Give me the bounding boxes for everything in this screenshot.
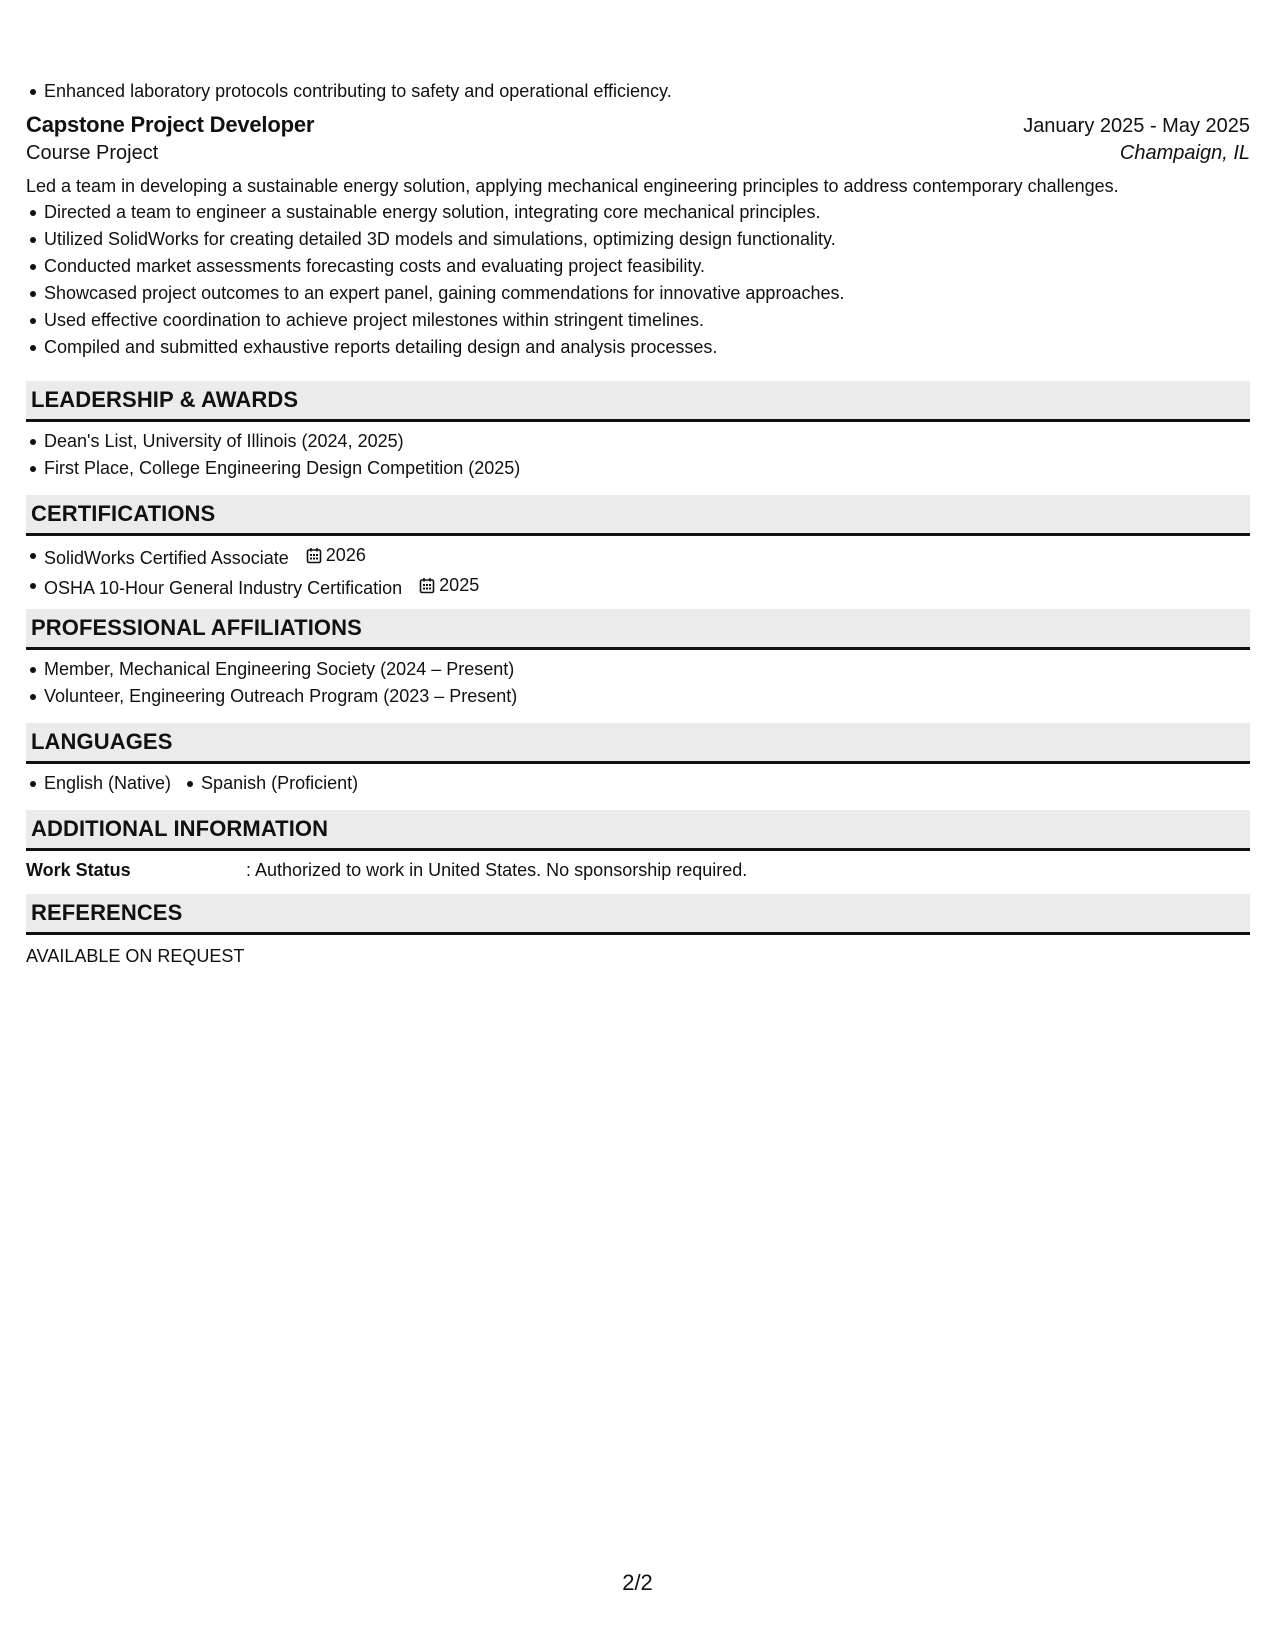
- page-number: 2/2: [622, 1570, 653, 1595]
- list-item: First Place, College Engineering Design Competition (2025): [44, 455, 1250, 482]
- job-entry: [26, 112, 1250, 361]
- certification-name: SolidWorks Certified Associate: [44, 548, 289, 568]
- list-item: [44, 572, 1250, 602]
- calendar-icon: [419, 577, 435, 594]
- list-item: Enhanced laboratory protocols contributing to safety and operational efficiency.: [44, 78, 672, 105]
- certification-name: OSHA 10-Hour General Industry Certification: [44, 578, 403, 598]
- work-status-row: [26, 857, 1250, 883]
- section-heading: PROFESSIONAL AFFILIATIONS: [26, 609, 1250, 650]
- certifications-list: [26, 542, 1250, 602]
- list-item: Dean's List, University of Illinois (2024, 2025): [44, 428, 1250, 455]
- certification-date: [306, 542, 366, 569]
- affiliations-list: [26, 656, 1250, 710]
- section-leadership: [26, 381, 1250, 482]
- section-references: [26, 894, 1250, 969]
- list-item: Directed a team to engineer a sustainable energy solution, integrating core mechanical principles.: [44, 199, 1250, 226]
- job-bullets: [26, 199, 1250, 361]
- calendar-icon: [306, 547, 322, 564]
- section-heading: REFERENCES: [26, 894, 1250, 935]
- section-heading: CERTIFICATIONS: [26, 495, 1250, 536]
- section-heading: LEADERSHIP & AWARDS: [26, 381, 1250, 422]
- section-heading: LANGUAGES: [26, 723, 1250, 764]
- languages-list: [26, 770, 1250, 797]
- job-location: Champaign, IL: [1119, 142, 1250, 164]
- section-heading: ADDITIONAL INFORMATION: [26, 810, 1250, 851]
- job-description: Led a team in developing a sustainable energy solution, applying mechanical engineering principles to address contemporary challenges.: [26, 176, 1119, 196]
- list-item: Conducted market assessments forecasting costs and evaluating project feasibility.: [44, 253, 1250, 280]
- list-item: Utilized SolidWorks for creating detailed 3D models and simulations, optimizing design functionality.: [44, 226, 1250, 253]
- section-languages: [26, 723, 1250, 797]
- section-affiliations: [26, 609, 1250, 710]
- references-text: AVAILABLE ON REQUEST: [26, 946, 245, 966]
- section-certifications: [26, 495, 1250, 602]
- list-item: Member, Mechanical Engineering Society (2024 – Present): [44, 656, 1250, 683]
- list-item: English (Native): [44, 770, 171, 797]
- list-item: Volunteer, Engineering Outreach Program (2023 – Present): [44, 683, 1250, 710]
- work-status-value: : Authorized to work in United States. No sponsorship required.: [246, 860, 748, 880]
- previous-job-bullets: [26, 78, 672, 105]
- certification-year: 2026: [325, 545, 366, 565]
- certification-date: [419, 572, 479, 599]
- list-item: Compiled and submitted exhaustive reports detailing design and analysis processes.: [44, 334, 1250, 361]
- list-item: Spanish (Proficient): [201, 770, 358, 797]
- certification-year: 2025: [439, 575, 480, 595]
- work-status-label: Work Status: [26, 860, 131, 880]
- list-item: Showcased project outcomes to an expert panel, gaining commendations for innovative approaches.: [44, 280, 1250, 307]
- job-organization: Course Project: [26, 142, 159, 164]
- list-item: [44, 542, 1250, 572]
- job-dates: January 2025 - May 2025: [1023, 115, 1250, 137]
- list-item: Used effective coordination to achieve project milestones within stringent timelines.: [44, 307, 1250, 334]
- job-title: Capstone Project Developer: [26, 112, 315, 137]
- section-additional-information: [26, 810, 1250, 883]
- leadership-list: [26, 428, 1250, 482]
